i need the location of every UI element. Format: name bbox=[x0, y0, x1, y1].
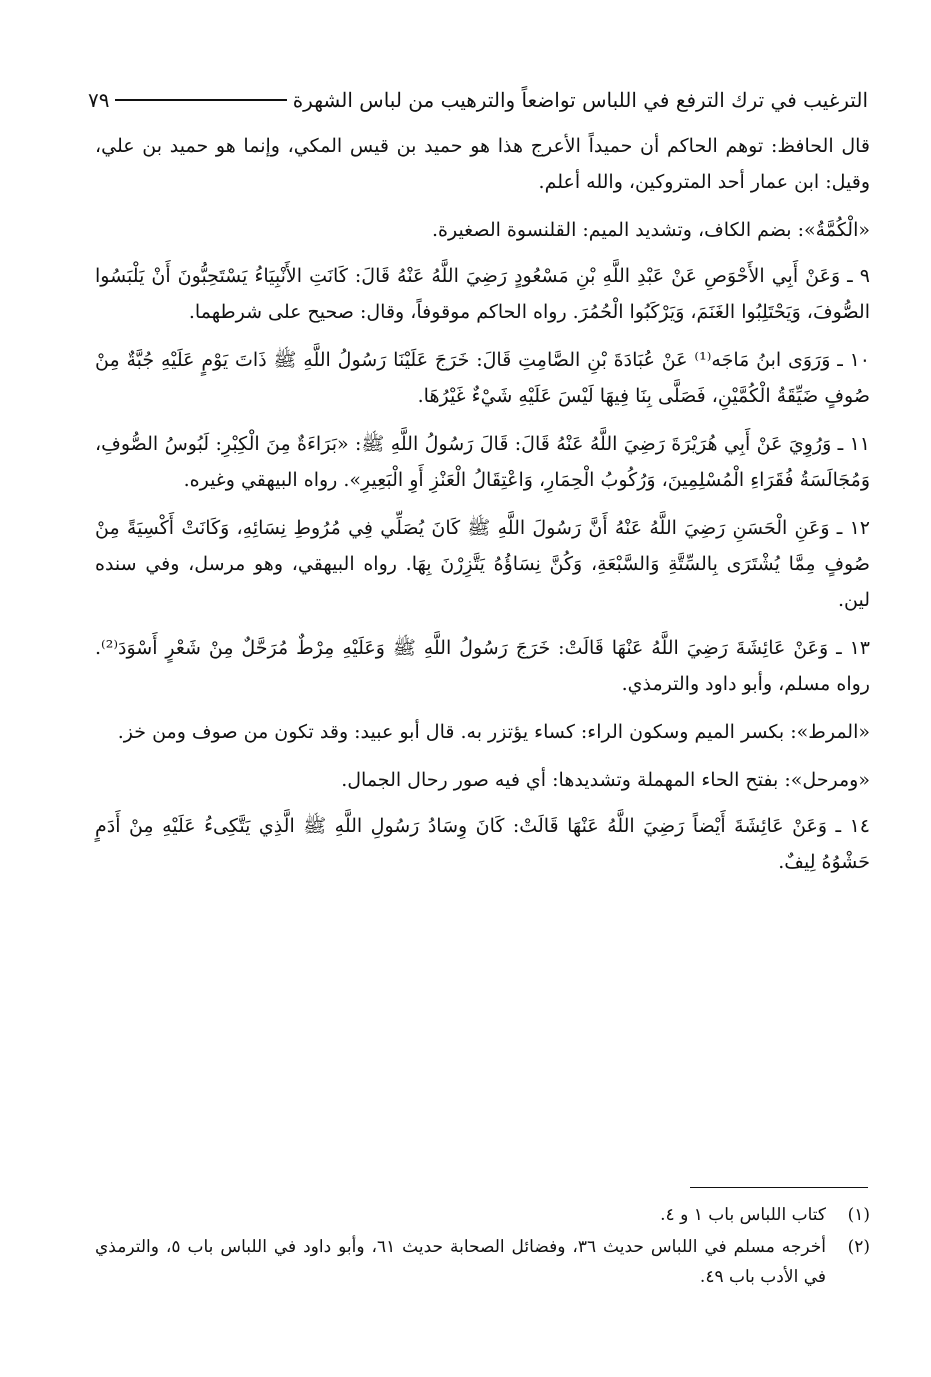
header-title: الترغيب في ترك الترفع في اللباس تواضعاً والترهيب من لباس الشهرة bbox=[292, 88, 868, 112]
footnote-2 bbox=[95, 1232, 870, 1292]
paragraph-kumma-gloss: «الْكُمَّةُ»: بضم الكاف، وتشديد الميم: القلنسوة الصغيرة. bbox=[431, 219, 870, 241]
footnote-separator bbox=[690, 1187, 868, 1188]
footnotes bbox=[95, 1200, 870, 1294]
paragraph-hafiz-note: قال الحافظ: توهم الحاكم أن حميداً الأعرج هذا هو حميد بن قيس المكي، وإنما هو حميد بن علي، وقيل: ابن عمار أحد المتروكين، والله أعلم. bbox=[95, 135, 870, 193]
hadith-11: ١١ ـ وَرُوِيَ عَنْ أَبِي هُرَيْرَةَ رَضِيَ اللَّهُ عَنْهُ قَالَ: قَالَ رَسُولُ اللَّهِ ﷺ: «بَرَاءَةٌ مِنَ الْكِبْرِ: لَبُوسُ الصُّوفِ، وَمُجَالَسَةُ فُقَرَاءِ الْمُسْلِمِينَ، وَرُكُوبُ الْحِمَارِ، وَاعْتِقَالُ الْعَنْزِ أَوِ الْبَعِيرِ». رواه البيهقي وغيره. bbox=[95, 433, 870, 491]
hadith-12: ١٢ ـ وَعَنِ الْحَسَنِ رَضِيَ اللَّهُ عَنْهُ أَنَّ رَسُولَ اللَّهِ ﷺ كَانَ يُصَلِّي فِي مُرُوطِ نِسَائِهِ، وَكَانَتْ أَكْسِيَةً مِنْ صُوفٍ مِمَّا يُشْتَرَى بِالسِّتَّةِ وَالسَّبْعَةِ، وَكُنَّ نِسَاؤُهُ يَتَّزِرْنَ بِهَا. رواه البيهقي، وهو مرسل، وفي سنده لين. bbox=[95, 517, 870, 611]
footnote-1 bbox=[95, 1200, 870, 1230]
hadith-10: ١٠ ـ وَرَوَى ابنُ مَاجَه⁽¹⁾ عَنْ عُبَادَةَ بْنِ الصَّامِتِ قَالَ: خَرَجَ عَلَيْنَا رَسُولُ اللَّهِ ﷺ ذَاتَ يَوْمٍ عَلَيْهِ جُبَّةٌ مِنْ صُوفٍ ضَيِّقَةُ الْكُمَّيْنِ، فَصَلَّى بِنَا فِيهَا لَيْسَ عَلَيْهِ شَيْءٌ غَيْرُهَا. bbox=[95, 349, 871, 407]
page-number: ٧٩ bbox=[88, 88, 110, 112]
paragraph-mirt-gloss: «المرط»: بكسر الميم وسكون الراء: كساء يؤتزر به. قال أبو عبيد: وقد تكون من صوف ومن خز. bbox=[117, 721, 870, 743]
hadith-9: ٩ ـ وَعَنْ أَبِي الأَحْوَصِ عَنْ عَبْدِ اللَّهِ بْنِ مَسْعُودٍ رَضِيَ اللَّهُ عَنْهُ قَالَ: كَانَتِ الأَنْبِيَاءُ يَسْتَحِبُّونَ أَنْ يَلْبَسُوا الصُّوفَ، وَيَحْتَلِبُوا الغَنَمَ، وَيَرْكَبُوا الْحُمُرَ. رواه الحاكم موقوفاً، وقال: صحيح على شرطهما. bbox=[95, 265, 870, 323]
hadith-14: ١٤ ـ وَعَنْ عَائِشَةَ أَيْضاً رَضِيَ اللَّهُ عَنْهَا قَالَتْ: كَانَ وِسَادُ رَسُولِ اللَّهِ ﷺ الَّذِي يَتَّكِىءُ عَلَيْهِ مِنْ أَدَمٍ حَشْوُهُ لِيفٌ. bbox=[95, 815, 870, 873]
main-text bbox=[95, 128, 870, 892]
footnote-number: (٢) bbox=[847, 1237, 870, 1257]
footnote-number: (١) bbox=[847, 1205, 870, 1225]
running-header bbox=[88, 80, 868, 120]
footnote-text: كتاب اللباس باب ١ و ٤. bbox=[660, 1205, 826, 1225]
hadith-13: ١٣ ـ وَعَنْ عَائِشَةَ رَضِيَ اللَّهُ عَنْهَا قَالَتْ: خَرَجَ رَسُولُ اللَّهِ ﷺ وَعَلَيْهِ مِرْطٌ مُرَحَّلٌ مِنْ شَعْرٍ أَسْوَدَ⁽²⁾. رواه مسلم، وأبو داود والترمذي. bbox=[95, 637, 870, 695]
header-rule bbox=[115, 99, 286, 101]
paragraph-murahhal-gloss: «ومرحل»: بفتح الحاء المهملة وتشديدها: أي فيه صور رحال الجمال. bbox=[341, 769, 870, 791]
footnote-text: أخرجه مسلم في اللباس حديث ٣٦، وفضائل الصحابة حديث ٦١، وأبو داود في اللباس باب ٥، والترمذي في الأدب باب ٤٩. bbox=[95, 1237, 826, 1287]
